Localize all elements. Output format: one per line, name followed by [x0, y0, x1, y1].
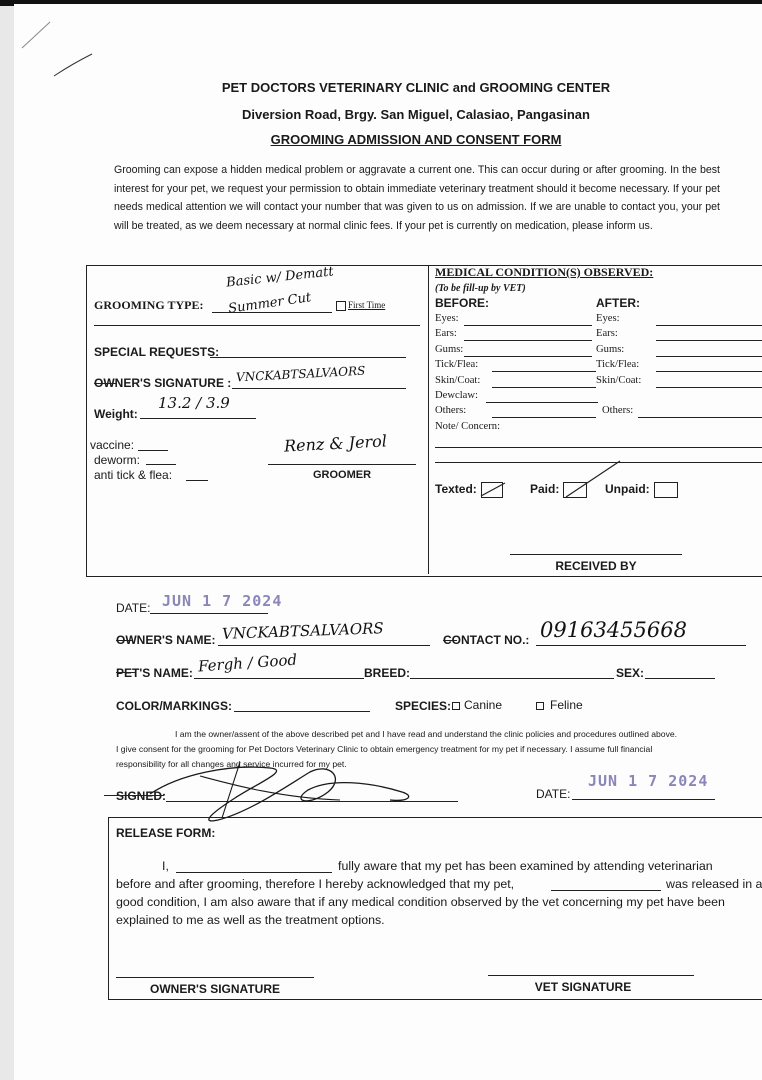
medical-subtitle: (To be fill-up by VET) — [435, 283, 526, 294]
consent-date-label: DATE: — [536, 787, 571, 801]
anti-tick-label: anti tick & flea: — [94, 468, 173, 482]
after-field-line-4[interactable] — [656, 387, 762, 388]
texted-checkbox[interactable] — [435, 482, 503, 498]
signature-scribble — [140, 754, 430, 826]
after-field-5: Others: — [602, 405, 634, 417]
pet-name-value: Fergh / Good — [197, 650, 298, 676]
release-pet-field[interactable] — [551, 890, 661, 891]
clinic-address: Diversion Road, Brgy. San Miguel, Calasiao, Pangasinan — [242, 107, 590, 122]
contact-field[interactable] — [536, 645, 746, 646]
vaccine-label: vaccine: — [90, 438, 135, 452]
species-canine-option[interactable] — [452, 698, 502, 712]
before-field-4: Skin/Coat: — [435, 374, 481, 386]
breed-field[interactable] — [410, 678, 614, 679]
special-requests-label: SPECIAL REQUESTS: — [94, 345, 220, 359]
medical-title: MEDICAL CONDITION(S) OBSERVED: — [435, 265, 654, 279]
date-label: DATE: — [116, 601, 151, 615]
first-time-label: First Time — [348, 300, 386, 310]
deworm-label: deworm: — [94, 453, 141, 467]
feline-label: Feline — [550, 698, 583, 712]
grooming-type-value-2: Summer Cut — [227, 290, 313, 317]
after-field-2: Gums: — [596, 343, 625, 355]
consent-date-field[interactable] — [572, 799, 715, 800]
before-label: BEFORE: — [435, 296, 489, 310]
weight-field[interactable] — [140, 418, 256, 419]
before-field-6: Others: — [435, 405, 467, 417]
admission-box-divider — [428, 266, 429, 574]
species-feline-option[interactable] — [536, 698, 583, 712]
canine-label: Canine — [464, 698, 503, 712]
grooming-type-label: GROOMING TYPE: — [94, 298, 204, 312]
after-field-line-3[interactable] — [656, 371, 762, 372]
date-stamp: JUN 1 7 2024 — [162, 592, 283, 610]
consent-line-3: responsibility for all changes and service incurred for my pet. — [116, 759, 347, 769]
before-field-line-6[interactable] — [492, 417, 596, 418]
after-field-0: Eyes: — [596, 313, 620, 324]
pet-name-label: PET'S NAME: — [116, 666, 193, 680]
release-line-4: explained to me as well as the treatment options. — [116, 913, 385, 927]
before-field-0: Eyes: — [435, 313, 459, 324]
before-field-1: Ears: — [435, 328, 457, 340]
release-line-1-a: I, — [162, 859, 169, 873]
intro-paragraph: Grooming can expose a hidden medical problem or aggravate a current one. This can occur during or after grooming. In the best interest for your pet, we request your permission to obtain immediate veterinary treatment should it become necessary. If your pet needs medical attention we will contact your number that was given to us on admission. If we are unable to contact you, your pet will be treated, as we deem necessary at normal clinic fees. If your pet is currently on medication, please inform us. — [114, 164, 720, 232]
before-field-line-0[interactable] — [464, 325, 592, 326]
texted-check-mark — [480, 481, 506, 497]
breed-label: BREED: — [364, 666, 411, 680]
feline-box[interactable] — [536, 702, 544, 710]
owner-signature-label: OWNER'S SIGNATURE : — [94, 376, 232, 390]
release-owner-signature-field[interactable] — [116, 977, 314, 978]
deworm-field[interactable] — [146, 464, 176, 465]
clinic-name: PET DOCTORS VETERINARY CLINIC and GROOMING CENTER — [221, 80, 611, 95]
sex-field[interactable] — [645, 678, 715, 679]
release-vet-signature-label: VET SIGNATURE — [534, 980, 632, 994]
before-field-line-4[interactable] — [492, 387, 596, 388]
sex-label: SEX: — [616, 666, 645, 680]
texted-label: Texted: — [435, 482, 477, 497]
release-title: RELEASE FORM: — [116, 826, 216, 840]
before-field-5: Dewclaw: — [435, 390, 478, 401]
consent-line-1: I am the owner/assent of the above described pet and I have read and understand the clinic policies and procedures outlined above. — [174, 729, 678, 739]
before-field-line-5[interactable] — [486, 402, 598, 403]
owner-signature-field[interactable] — [232, 388, 406, 389]
release-owner-signature-label: OWNER'S SIGNATURE — [150, 982, 280, 996]
before-field-2: Gums: — [435, 343, 464, 355]
before-field-3: Tick/Flea: — [435, 359, 479, 371]
owner-name-label: OWNER'S NAME: — [116, 633, 216, 647]
release-name-field[interactable] — [176, 872, 332, 873]
vaccine-field[interactable] — [138, 450, 168, 451]
before-field-line-1[interactable] — [464, 340, 592, 341]
texted-box[interactable] — [481, 482, 503, 498]
received-by-label: RECEIVED BY — [555, 559, 637, 573]
groomer-label: GROOMER — [312, 469, 372, 481]
after-field-line-1[interactable] — [656, 340, 762, 341]
release-vet-signature-field[interactable] — [488, 975, 694, 976]
after-field-4: Skin/Coat: — [596, 374, 642, 386]
consent-line-2: I give consent for the grooming for Pet Doctors Veterinary Clinic to obtain emergency treatment for my pet if necessary. I assume full financial — [116, 744, 653, 754]
unpaid-box[interactable] — [654, 482, 678, 498]
owner-name-field[interactable] — [218, 645, 430, 646]
first-time-box[interactable] — [336, 301, 346, 311]
after-field-1: Ears: — [596, 328, 618, 340]
unpaid-checkbox[interactable] — [605, 482, 678, 498]
paid-checkbox[interactable] — [530, 482, 587, 498]
canine-box[interactable] — [452, 702, 460, 710]
before-field-line-2[interactable] — [464, 356, 592, 357]
date-field[interactable] — [150, 613, 268, 614]
signed-label: SIGNED: — [116, 789, 167, 803]
form-title: GROOMING ADMISSION AND CONSENT FORM — [270, 132, 562, 147]
contact-value: 09163455668 — [540, 618, 687, 642]
release-line-1-b: fully aware that my pet has been examined by attending veterinarian — [338, 859, 713, 873]
grooming-type-value-1: Basic w/ Dematt — [225, 264, 335, 291]
special-requests-field[interactable] — [210, 357, 406, 358]
note-label: Note/ Concern: — [435, 421, 501, 432]
release-line-2-a: before and after grooming, therefore I hereby acknowledged that my pet, — [116, 877, 515, 891]
color-markings-field[interactable] — [234, 711, 370, 712]
color-markings-label: COLOR/MARKINGS: — [116, 699, 232, 713]
paid-label: Paid: — [530, 482, 560, 497]
unpaid-label: Unpaid: — [605, 482, 650, 497]
weight-value: 13.2 / 3.9 — [158, 394, 230, 412]
after-label: AFTER: — [596, 296, 640, 310]
after-field-line-5[interactable] — [638, 417, 762, 418]
after-field-3: Tick/Flea: — [596, 359, 640, 371]
consent-date-stamp: JUN 1 7 2024 — [588, 772, 709, 790]
pet-name-field[interactable] — [194, 678, 364, 679]
after-field-line-2[interactable] — [656, 356, 762, 357]
contact-label: CONTACT NO.: — [443, 633, 530, 647]
paid-box[interactable] — [563, 482, 587, 498]
release-line-2-b: was released in a — [666, 877, 762, 891]
groomer-value: Renz & Jerol — [283, 431, 388, 456]
before-field-line-3[interactable] — [492, 371, 596, 372]
release-line-3: good condition, I am also aware that if any medical condition observed by the vet concerning my pet have been — [116, 895, 725, 909]
weight-label: Weight: — [94, 407, 138, 421]
note-line-1[interactable] — [435, 447, 762, 448]
anti-tick-field[interactable] — [186, 480, 208, 481]
first-time-checkbox[interactable] — [336, 300, 385, 311]
after-field-line-0[interactable] — [656, 325, 762, 326]
owner-name-value: VNCKABTSALVAORS — [221, 619, 384, 643]
owner-signature-value: VNCKABTSALVAORS — [235, 363, 366, 385]
species-label: SPECIES: — [395, 699, 452, 713]
